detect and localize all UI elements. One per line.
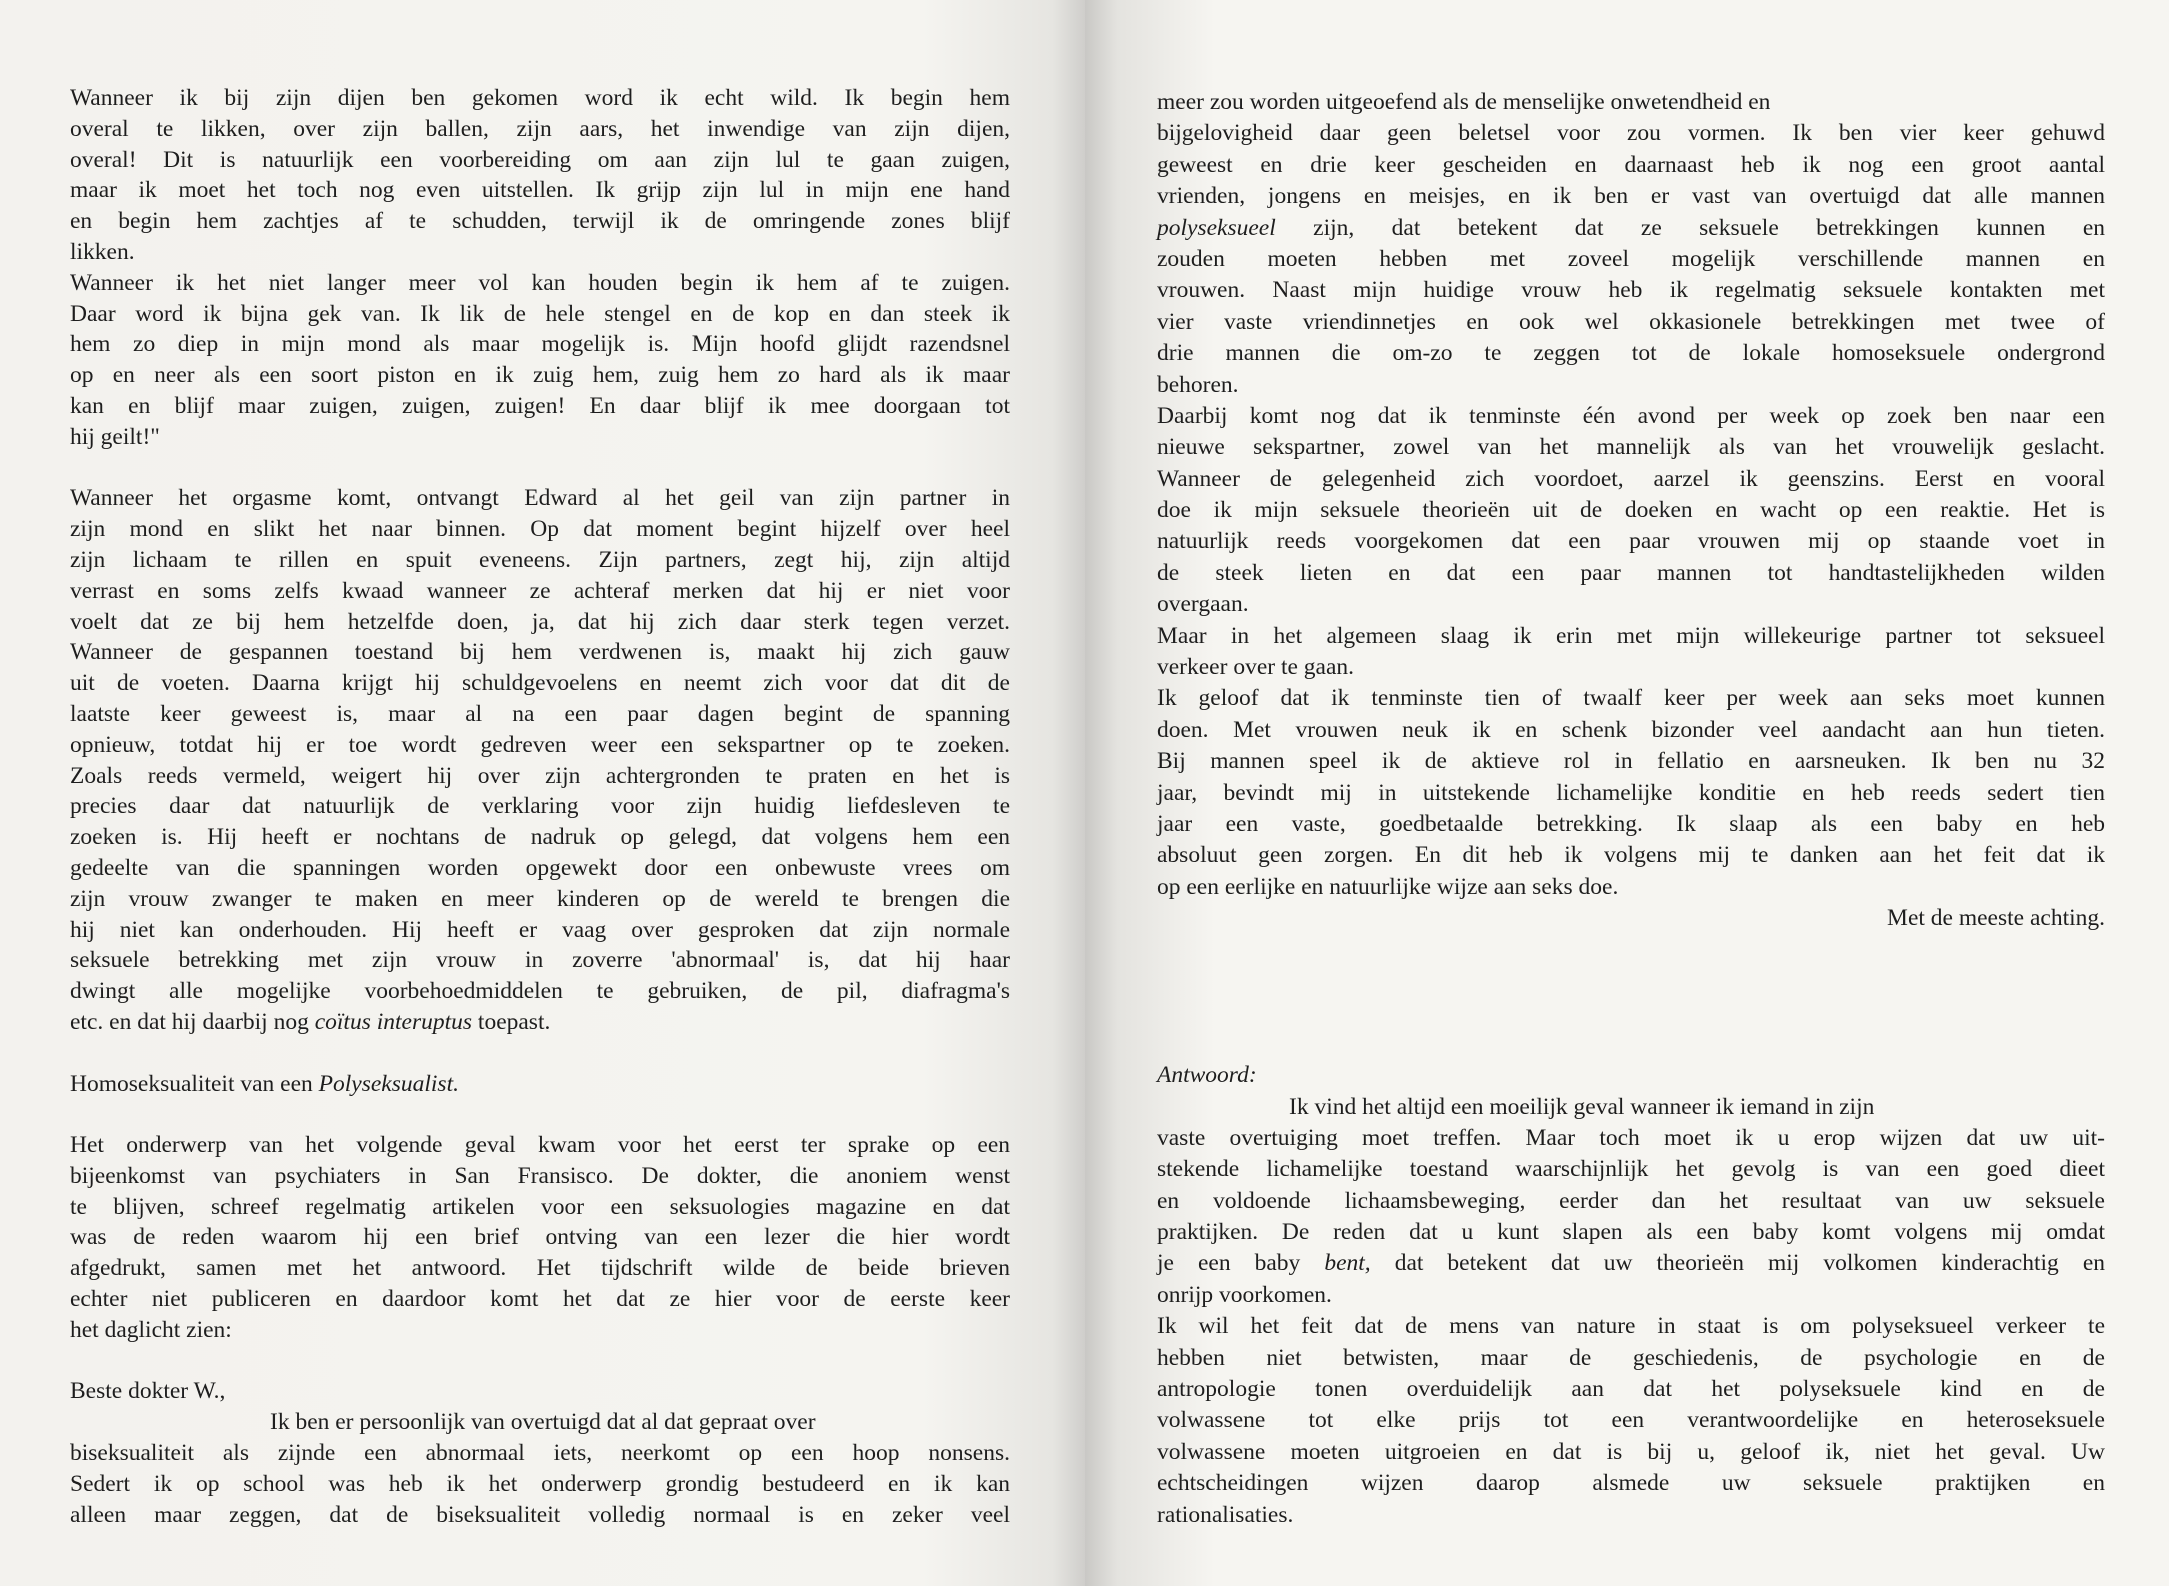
text-run: praktijken. De reden dat u kunt slapen als een baby komt volgens mij omdat	[1157, 1219, 2105, 1246]
text-line	[1157, 621, 2105, 652]
text-run: Met de meeste achting.	[1887, 905, 2105, 932]
text-line	[1157, 118, 2105, 149]
text-line	[1157, 1060, 2105, 1091]
text-run: vaste overtuiging moet treffen. Maar toch moet ik u erop wijzen dat uw uit-	[1157, 1124, 2105, 1151]
text-line	[1157, 558, 2105, 589]
text-line	[70, 1407, 1010, 1438]
text-run: zijn lichaam te rillen en spuit eveneens. Zijn partners, zegt hij, zijn altijd	[70, 546, 1010, 573]
text-line	[70, 730, 1010, 761]
text-run: echter niet publiceren en daardoor komt het dat ze hier voor de eerste keer	[70, 1286, 1010, 1313]
text-run: likken.	[70, 238, 135, 265]
text-run: voelt dat ze bij hem hetzelfde doen, ja, dat hij zich daar sterk tegen verzet.	[70, 608, 1010, 635]
text-line	[70, 945, 1010, 976]
text-run: jaar, bevindt mij in uitstekende lichamelijke konditie en heb reeds sedert tien	[1157, 779, 2105, 806]
text-run: de steek lieten en dat een paar mannen tot handtastelijkheden wilden	[1157, 559, 2105, 586]
text-run: zijn vrouw zwanger te maken en meer kinderen op de wereld te brengen die	[70, 885, 1010, 912]
text-line	[70, 329, 1010, 360]
text-run: etc. en dat hij daarbij nog	[70, 1008, 315, 1035]
text-line	[70, 1315, 1010, 1346]
blank-line	[70, 1038, 1010, 1069]
text-run: zijn, dat betekent dat ze seksuele betrekkingen kunnen en	[1275, 214, 2105, 241]
text-line	[70, 514, 1010, 545]
blank-line	[70, 453, 1010, 484]
text-run: hebben niet betwisten, maar de geschiedenis, de psychologie en de	[1157, 1344, 2105, 1371]
text-run: zijn mond en slikt het naar binnen. Op dat moment begint hijzelf over heel	[70, 516, 1010, 543]
text-run: Ik ben er persoonlijk van overtuigd dat al dat gepraat over	[270, 1409, 816, 1436]
text-run: Het onderwerp van het volgende geval kwam voor het eerst ter sprake op een	[70, 1132, 1010, 1159]
text-run: en begin hem zachtjes af te schudden, terwijl ik de omringende zones blijf	[70, 208, 1010, 235]
text-run: verrast en soms zelfs kwaad wanneer ze achteraf merken dat hij er niet voor	[70, 577, 1010, 604]
right-page-text	[1157, 87, 2105, 1531]
text-run: drie mannen die om-zo te zeggen tot de lokale homoseksuele ondergrond	[1157, 340, 2105, 367]
text-line	[70, 699, 1010, 730]
text-run: Ik vind het altijd een moeilijk geval wanneer ik iemand in zijn	[1289, 1093, 1875, 1120]
text-run: en voldoende lichaamsbeweging, eerder dan het resultaat van uw seksuele	[1157, 1187, 2105, 1214]
text-line	[70, 391, 1010, 422]
text-line	[1157, 589, 2105, 620]
text-run: bijeenkomst van psychiaters in San Fransisco. De dokter, die anoniem wenst	[70, 1162, 1010, 1189]
text-run: kan en blijf maar zuigen, zuigen, zuigen! En daar blijf ik mee doorgaan tot	[70, 392, 1010, 419]
blank-line	[70, 1099, 1010, 1130]
text-line	[1157, 1123, 2105, 1154]
text-line	[70, 545, 1010, 576]
text-line	[70, 114, 1010, 145]
text-line	[70, 637, 1010, 668]
text-run: jaar een vaste, goedbetaalde betrekking. Ik slaap als een baby en heb	[1157, 810, 2105, 837]
text-run: rationalisaties.	[1157, 1501, 1294, 1528]
text-line	[1157, 778, 2105, 809]
text-run: Wanneer de gespannen toestand bij hem verdwenen is, maakt hij zich gauw	[70, 639, 1010, 666]
text-run: Sedert ik op school was heb ik het onderwerp grondig bestudeerd en ik kan	[70, 1470, 1010, 1497]
text-run: zoeken is. Hij heeft er nochtans de nadruk op gelegd, dat volgens hem een	[70, 824, 1010, 851]
text-line	[1157, 150, 2105, 181]
text-line	[1157, 87, 2105, 118]
text-line	[1157, 213, 2105, 244]
blank-line	[1157, 997, 2105, 1028]
text-line	[1157, 683, 2105, 714]
text-line	[1157, 401, 2105, 432]
text-run: meer zou worden uitgeoefend als de menselijke onwetendheid en	[1157, 89, 1771, 115]
text-run: was de reden waarom hij een brief ontving van een lezer die hier wordt	[70, 1224, 1010, 1251]
text-line	[70, 1469, 1010, 1500]
text-line	[70, 237, 1010, 268]
text-run: laatste keer geweest is, maar al na een paar dagen begint de spanning	[70, 700, 1010, 727]
text-run: alleen maar zeggen, dat de biseksualiteit volledig normaal is en zeker veel	[70, 1501, 1010, 1528]
text-line	[70, 1161, 1010, 1192]
text-line	[70, 884, 1010, 915]
text-line	[70, 1500, 1010, 1531]
text-run: vier vaste vriendinnetjes en ook wel okkasionele betrekkingen met twee of	[1157, 308, 2105, 335]
text-line	[1157, 370, 2105, 401]
blank-line	[1157, 1029, 2105, 1060]
italic-text: coïtus interuptus	[314, 1008, 473, 1035]
text-line	[70, 1438, 1010, 1469]
left-page-text	[70, 83, 1010, 1530]
text-line	[1157, 1311, 2105, 1342]
text-run: uit de voeten. Daarna krijgt hij schuldgevoelens en neemt zich voor dat dit de	[70, 670, 1010, 697]
text-run: overal! Dit is natuurlijk een voorbereiding om aan zijn lul te gaan zuigen,	[70, 146, 1010, 173]
text-line	[1157, 872, 2105, 903]
text-line	[1157, 1248, 2105, 1279]
italic-text: Polyseksualist.	[318, 1070, 459, 1097]
text-run: doen. Met vrouwen neuk ik en schenk bizonder veel aandacht aan hun tieten.	[1157, 716, 2105, 743]
blank-line	[1157, 966, 2105, 997]
text-line	[70, 1284, 1010, 1315]
text-run: behoren.	[1157, 371, 1239, 398]
text-run: Beste dokter W.,	[70, 1378, 226, 1405]
text-line	[1157, 464, 2105, 495]
text-line	[70, 668, 1010, 699]
text-run: op een eerlijke en natuurlijke wijze aan seks doe.	[1157, 873, 1619, 900]
text-run: verkeer over te gaan.	[1157, 654, 1355, 681]
text-line	[1157, 181, 2105, 212]
text-line	[1157, 746, 2105, 777]
blank-line	[1157, 935, 2105, 966]
text-run: onrijp voorkomen.	[1157, 1281, 1332, 1308]
text-line	[70, 791, 1010, 822]
text-run: hij niet kan onderhouden. Hij heeft er vaag over gesproken dat zijn normale	[70, 916, 1010, 943]
text-run: natuurlijk reeds voorgekomen dat een paar vrouwen mij op staande voet in	[1157, 528, 2105, 555]
text-line	[70, 1007, 1010, 1038]
text-run: op en neer als een soort piston en ik zuig hem, zuig hem zo hard als ik maar	[70, 362, 1010, 389]
text-line	[1157, 1186, 2105, 1217]
text-line	[70, 822, 1010, 853]
text-run: volwassene moeten uitgroeien en dat is bij u, geloof ik, niet het geval. Uw	[1157, 1438, 2105, 1465]
text-line	[70, 360, 1010, 391]
text-run: stekende lichamelijke toestand waarschijnlijk het gevolg is van een goed dieet	[1157, 1156, 2105, 1183]
text-line	[1157, 1405, 2105, 1436]
text-run: doe ik mijn seksuele theorieën uit de doeken en wacht op een reaktie. Het is	[1157, 497, 2105, 524]
text-run: Bij mannen speel ik de aktieve rol in fellatio en aarsneuken. Ik ben nu 32	[1157, 748, 2105, 775]
text-run: antropologie tonen overduidelijk aan dat het polyseksuele kind en de	[1157, 1376, 2105, 1403]
text-line	[70, 83, 1010, 114]
text-line	[1157, 1500, 2105, 1531]
text-line	[1157, 526, 2105, 557]
text-line	[70, 761, 1010, 792]
text-line	[1157, 1374, 2105, 1405]
text-run: Wanneer ik bij zijn dijen ben gekomen word ik echt wild. Ik begin hem	[70, 85, 1010, 111]
text-line	[70, 1222, 1010, 1253]
text-line	[1157, 1468, 2105, 1499]
text-run: geweest en drie keer gescheiden en daarnaast heb ik nog een groot aantal	[1157, 151, 2105, 178]
text-run: je een baby	[1157, 1250, 1325, 1277]
text-run: maar ik moet het toch nog even uitstellen. Ik grijp zijn lul in mijn ene hand	[70, 177, 1010, 204]
text-line	[1157, 840, 2105, 871]
blank-line	[70, 1346, 1010, 1377]
text-run: Maar in het algemeen slaag ik erin met mijn willekeurige partner tot seksueel	[1157, 622, 2105, 649]
text-line	[70, 175, 1010, 206]
text-run: nieuwe sekspartner, zowel van het mannelijk als van het vrouwelijk geslacht.	[1157, 434, 2105, 461]
text-run: bijgelovigheid daar geen beletsel voor zou vormen. Ik ben vier keer gehuwd	[1157, 120, 2105, 147]
text-line	[1157, 1092, 2105, 1123]
text-line	[1157, 244, 2105, 275]
text-line	[70, 976, 1010, 1007]
text-run: Wanneer het orgasme komt, ontvangt Edward al het geil van zijn partner in	[70, 485, 1010, 512]
text-line	[70, 1130, 1010, 1161]
text-run: hem zo diep in mijn mond als maar mogelijk is. Mijn hoofd glijdt razendsnel	[70, 331, 1010, 358]
text-run: Homoseksualiteit van een	[70, 1070, 319, 1097]
text-run: absoluut geen zorgen. En dit heb ik volgens mij te danken aan het feit dat ik	[1157, 842, 2105, 869]
text-run: Daar word ik bijna gek van. Ik lik de hele stengel en de kop en dan steek ik	[70, 300, 1010, 327]
text-line	[70, 268, 1010, 299]
text-run: hij geilt!"	[70, 423, 160, 450]
text-line	[1157, 1217, 2105, 1248]
text-run: volwassene tot elke prijs tot een verantwoordelijke en heteroseksuele	[1157, 1407, 2105, 1434]
text-line	[1157, 432, 2105, 463]
text-line	[1157, 338, 2105, 369]
text-run: Daarbij komt nog dat ik tenminste één avond per week op zoek ben naar een	[1157, 402, 2105, 429]
text-run: toepast.	[472, 1008, 551, 1035]
italic-text: bent,	[1324, 1250, 1371, 1277]
text-run: zouden moeten hebben met zoveel mogelijk verschillende mannen en	[1157, 245, 2105, 272]
text-line	[70, 1376, 1010, 1407]
text-line	[70, 853, 1010, 884]
text-line	[70, 1192, 1010, 1223]
text-line	[70, 145, 1010, 176]
text-line	[1157, 809, 2105, 840]
text-line	[70, 483, 1010, 514]
text-run: te blijven, schreef regelmatig artikelen voor een seksuologies magazine en dat	[70, 1193, 1010, 1220]
text-line	[70, 206, 1010, 237]
text-line	[1157, 903, 2105, 934]
text-run: precies daar dat natuurlijk de verklaring voor zijn huidig liefdesleven te	[70, 793, 1010, 820]
text-line	[1157, 652, 2105, 683]
text-line	[70, 422, 1010, 453]
text-run: Wanneer ik het niet langer meer vol kan houden begin ik hem af te zuigen.	[70, 269, 1010, 296]
text-line	[1157, 307, 2105, 338]
text-line	[1157, 715, 2105, 746]
text-run: dat betekent dat uw theorieën mij volkomen kinderachtig en	[1370, 1250, 2105, 1277]
text-run: dwingt alle mogelijke voorbehoedmiddelen te gebruiken, de pil, diafragma's	[70, 978, 1010, 1005]
text-line	[1157, 1343, 2105, 1374]
text-run: seksuele betrekking met zijn vrouw in zoverre 'abnormaal' is, dat hij haar	[70, 947, 1010, 974]
text-line	[70, 915, 1010, 946]
right-page	[1085, 0, 2169, 1586]
text-run: afgedrukt, samen met het antwoord. Het tijdschrift wilde de beide brieven	[70, 1255, 1010, 1282]
text-run: Ik geloof dat ik tenminste tien of twaalf keer per week aan seks moet kunnen	[1157, 685, 2105, 712]
text-run: het daglicht zien:	[70, 1316, 232, 1343]
text-run: opnieuw, totdat hij er toe wordt gedreven weer een sekspartner op te zoeken.	[70, 731, 1010, 758]
text-line	[1157, 495, 2105, 526]
text-run: Wanneer de gelegenheid zich voordoet, aarzel ik geenszins. Eerst en vooral	[1157, 465, 2105, 492]
text-run: overgaan.	[1157, 591, 1249, 618]
text-line	[1157, 1154, 2105, 1185]
text-line	[1157, 1437, 2105, 1468]
text-run: vrouwen. Naast mijn huidige vrouw heb ik regelmatig seksuele kontakten met	[1157, 277, 2105, 304]
text-line	[70, 607, 1010, 638]
text-run: overal te likken, over zijn ballen, zijn aars, het inwendige van zijn dijen,	[70, 115, 1010, 142]
text-line	[1157, 1280, 2105, 1311]
text-run: Ik wil het feit dat de mens van nature in staat is om polyseksueel verkeer te	[1157, 1313, 2105, 1340]
text-line	[70, 1253, 1010, 1284]
text-line	[1157, 275, 2105, 306]
text-run: Zoals reeds vermeld, weigert hij over zijn achtergronden te praten en het is	[70, 762, 1010, 789]
italic-text: polyseksueel	[1157, 214, 1276, 241]
text-line	[70, 576, 1010, 607]
text-run: gedeelte van die spanningen worden opgewekt door een onbewuste vrees om	[70, 854, 1010, 881]
italic-text: Antwoord:	[1157, 1062, 1257, 1089]
text-run: echtscheidingen wijzen daarop alsmede uw seksuele praktijken en	[1157, 1470, 2105, 1497]
text-line	[70, 1069, 1010, 1100]
text-line	[70, 299, 1010, 330]
text-run: biseksualiteit als zijnde een abnormaal iets, neerkomt op een hoop nonsens.	[70, 1440, 1010, 1467]
text-run: vrienden, jongens en meisjes, en ik ben er vast van overtuigd dat alle mannen	[1157, 183, 2105, 210]
